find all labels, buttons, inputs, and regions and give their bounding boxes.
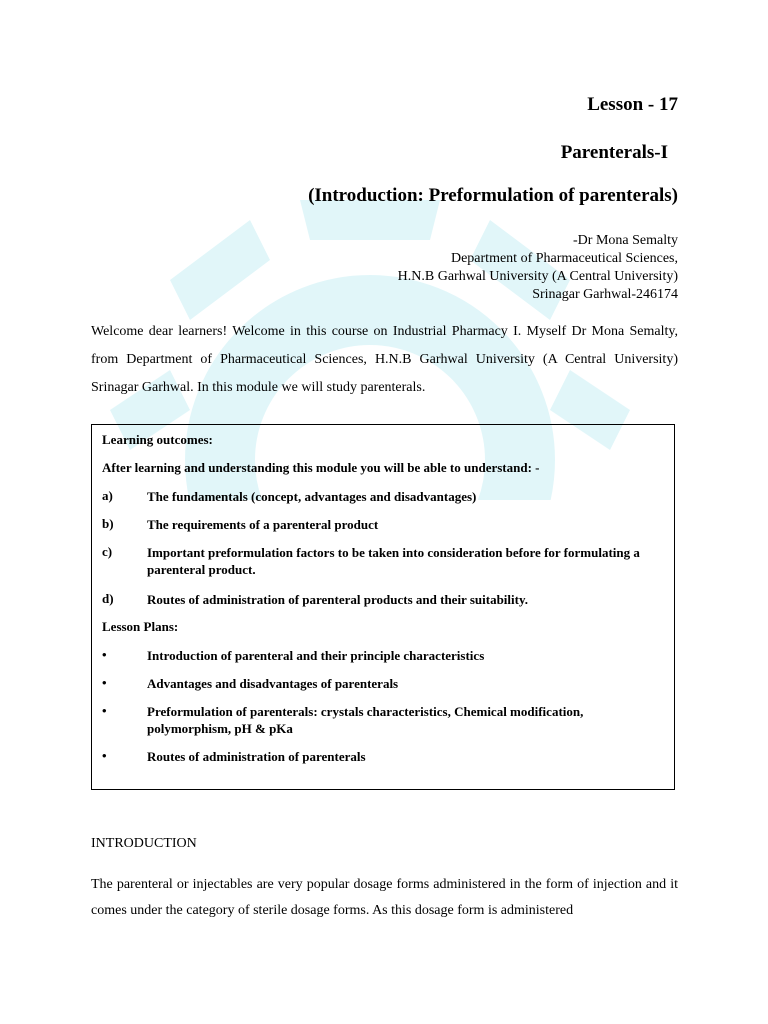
plan-text: Advantages and disadvantages of parenterals <box>147 676 399 691</box>
lesson-number: Lesson - 17 <box>587 94 678 115</box>
outcome-label: d) <box>102 591 114 606</box>
outcome-text: Important preformulation factors to be taken into consideration before for formulating a parenteral product. <box>147 545 640 577</box>
outcomes-title: Learning outcomes: <box>102 432 213 447</box>
plan-bullet: • <box>102 675 107 690</box>
lesson-subtitle: Parenterals-I <box>560 142 668 163</box>
outcome-text: The requirements of a parenteral product <box>147 517 379 532</box>
author-block <box>398 232 678 304</box>
plan-bullet: • <box>102 703 107 718</box>
outcome-label: b) <box>102 516 114 531</box>
outcome-label: a) <box>102 488 113 503</box>
plans-title: Lesson Plans: <box>102 619 179 634</box>
author-department: Department of Pharmaceutical Sciences, <box>450 251 678 266</box>
author-university: H.N.B Garhwal University (A Central University) <box>397 269 678 284</box>
plan-text: Introduction of parenteral and their principle characteristics <box>147 648 485 663</box>
plan-text: Routes of administration of parenterals <box>147 749 366 764</box>
plan-text: Preformulation of parenterals: crystals characteristics, Chemical modification, polymorphism, pH & pKa <box>147 704 584 736</box>
author-name: -Dr Mona Semalty <box>573 233 678 248</box>
welcome-paragraph: Welcome dear learners! Welcome in this course on Industrial Pharmacy I. Myself Dr Mona Semalty, from Department of Pharmaceutical Sciences, H.N.B Garhwal University (A Central University) Srinagar Garhwal. In this module we will study parenterals. <box>91 324 678 395</box>
outcomes-intro: After learning and understanding this module you will be able to understand: - <box>102 460 540 475</box>
introduction-paragraph: The parenteral or injectables are very popular dosage forms administered in the form of injection and it comes under the category of sterile dosage forms. As this dosage form is administered <box>91 877 678 918</box>
outcome-text: Routes of administration of parenteral products and their suitability. <box>147 592 528 607</box>
outcome-text: The fundamentals (concept, advantages and disadvantages) <box>147 489 477 504</box>
author-location: Srinagar Garhwal-246174 <box>532 287 678 302</box>
plan-bullet: • <box>102 748 107 763</box>
introduction-heading: INTRODUCTION <box>91 836 197 851</box>
plan-bullet: • <box>102 647 107 662</box>
lesson-topic: (Introduction: Preformulation of parenterals) <box>308 185 678 206</box>
outcome-label: c) <box>102 544 113 559</box>
learning-outcomes-box <box>91 424 675 790</box>
